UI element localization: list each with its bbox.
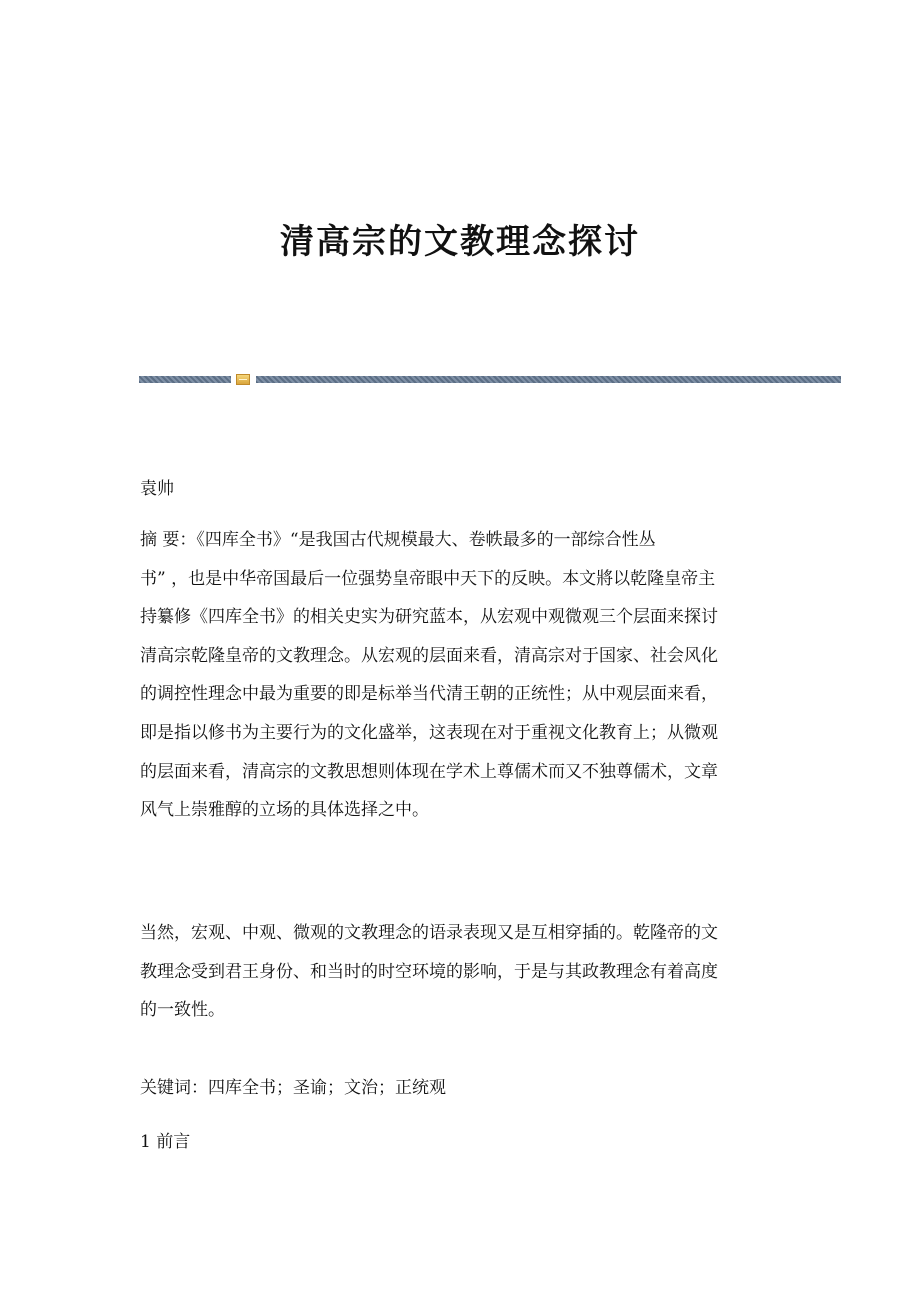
- abstract-line: 风气上崇雅醇的立场的具体选择之中。: [140, 800, 429, 821]
- paragraph-line: 的一致性。: [140, 1000, 225, 1021]
- divider-emblem-icon: [236, 374, 250, 385]
- section-heading: 1 前言: [140, 1132, 191, 1152]
- abstract-line: 的层面来看，清高宗的文教思想则体现在学术上尊儒术而又不独尊儒术，文章: [140, 761, 718, 782]
- paragraph-line: 教理念受到君王身份、和当时的时空环境的影响，于是与其政教理念有着高度: [140, 961, 718, 982]
- divider-bar-left: [139, 376, 231, 383]
- abstract-line: 摘 要：《四库全书》“是我国古代规模最大、卷帙最多的一部综合性丛: [140, 530, 656, 550]
- abstract-line: 即是指以修书为主要行为的文化盛举，这表现在对于重视文化教育上；从微观: [140, 722, 718, 743]
- author-name: 袁帅: [140, 479, 174, 499]
- abstract-line: 清高宗乾隆皇帝的文教理念。从宏观的层面来看，清高宗对于国家、社会风化: [140, 645, 718, 666]
- abstract-line: 持纂修《四库全书》的相关史实为研究蓝本，从宏观中观微观三个层面来探讨: [140, 607, 718, 628]
- abstract-line: 书” ，也是中华帝国最后一位强势皇帝眼中天下的反映。本文將以乾隆皇帝主: [140, 568, 716, 589]
- keywords: 关键词：四库全书；圣谕；文治；正统观: [140, 1078, 446, 1098]
- body-paragraph: [140, 914, 780, 1030]
- abstract-line: 的调控性理念中最为重要的即是标举当代清王朝的正统性；从中观层面来看，: [140, 684, 718, 705]
- paragraph-line: 当然，宏观、中观、微观的文教理念的语录表现又是互相穿插的。乾隆帝的文: [140, 923, 718, 943]
- document-title: 清高宗的文教理念探讨: [280, 222, 640, 262]
- abstract: [140, 521, 780, 830]
- abstract-label: 摘 要：: [140, 530, 197, 550]
- title-divider: [139, 372, 841, 386]
- divider-bar-right: [256, 376, 841, 383]
